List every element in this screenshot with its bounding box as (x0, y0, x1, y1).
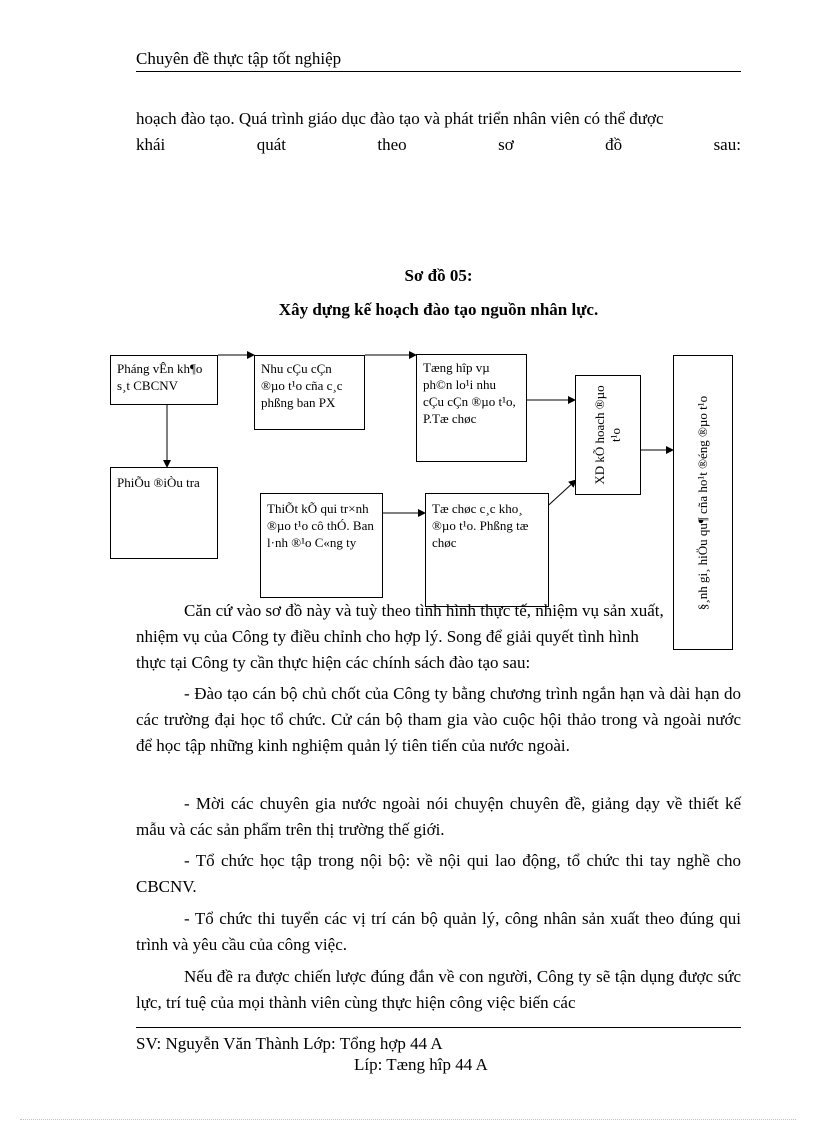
intro-word: quát (256, 135, 286, 154)
box-program-design: ThiÕt kÕ qui tr×nh ®µo t¹o cô thÓ. Ban l·nh ®¹o C«ng ty (260, 493, 383, 598)
box-training-needs: Nhu cÇu cÇn ®µo t¹o cña c¸c phßng ban PX (254, 355, 365, 430)
intro-word: sơ (498, 135, 514, 154)
paragraph-1-line: Căn cứ vào sơ đồ này và tuỳ theo tình hình thực tế, nhiệm vụ sản xuất, (184, 601, 664, 620)
box-organize-courses: Tæ chøc c¸c kho¸ ®µo t¹o. Phßng tæ chøc (425, 493, 549, 607)
paragraph-1 (136, 598, 741, 676)
box-training-plan (575, 375, 641, 495)
diagram-label: Sơ đồ 05: (404, 266, 473, 285)
footer-class: Líp: Tæng hîp 44 A (354, 1055, 488, 1074)
page-bottom-border (20, 1119, 796, 1120)
paragraph-1-line: nhiệm vụ của Công ty điều chỉnh cho hợp lý. Song để giải quyết tình hình (136, 627, 639, 646)
footer-rule (136, 1027, 741, 1028)
paragraph-4: - Tổ chức học tập trong nội bộ: về nội qui lao động, tổ chức thi tay nghề cho CBCNV. (136, 851, 741, 896)
intro-line-1: hoạch đào tạo. Quá trình giáo dục đào tạo và phát triển nhân viên có thể được (136, 109, 664, 128)
box-survey: Pháng vÊn kh¶o s¸t CBCNV (110, 355, 218, 405)
diagram-title: Xây dựng kế hoạch đào tạo nguồn nhân lực. (278, 300, 599, 319)
paragraph-2: - Đào tạo cán bộ chủ chốt của Công ty bằng chương trình ngắn hạn và dài hạn do các trường đại học tổ chức. Cử cán bộ tham gia vào cuộc hội thảo trong và ngoài nước để học tập những kinh nghiệm quản lý tiên tiến của nước ngoài. (136, 684, 741, 755)
header-title: Chuyên đề thực tập tốt nghiệp (136, 49, 342, 68)
box-questionnaire: PhiÕu ®iÒu tra (110, 467, 218, 559)
paragraph-1-line: thực tại Công ty cần thực hiện các chính sách đào tạo sau: (136, 653, 531, 672)
footer-student: SV: Nguyễn Văn Thành Lớp: Tổng hợp 44 A (136, 1034, 443, 1053)
intro-word: sau: (713, 135, 741, 154)
intro-word: đồ (605, 135, 623, 154)
intro-word: khái (136, 135, 166, 154)
intro-word: theo (377, 135, 407, 154)
box-evaluation-text: §¸nh gi¸ hiÖu qu¶ cña ho¹t ®éng ®µo t¹o (695, 395, 710, 610)
box-synthesis: Tæng hîp vµ ph©n lo¹i nhu cÇu cÇn ®µo t¹o, P.Tæ chøc (416, 354, 527, 462)
paragraph-3: - Mời các chuyên gia nước ngoài nói chuyện chuyên đề, giảng dạy về thiết kế mẫu và các sản phẩm trên thị trường thế giới. (136, 794, 741, 839)
paragraph-5: - Tổ chức thi tuyển các vị trí cán bộ quản lý, công nhân sản xuất theo đúng qui trình và yêu cầu của công việc. (136, 909, 741, 954)
box-training-plan-text: XD kÕ hoach ®µo t¹o (592, 385, 623, 485)
paragraph-6: Nếu đề ra được chiến lược đúng đắn về con người, Công ty sẽ tận dụng được sức lực, trí tuệ của mọi thành viên cùng thực hiện công việc biến các (136, 967, 741, 1012)
